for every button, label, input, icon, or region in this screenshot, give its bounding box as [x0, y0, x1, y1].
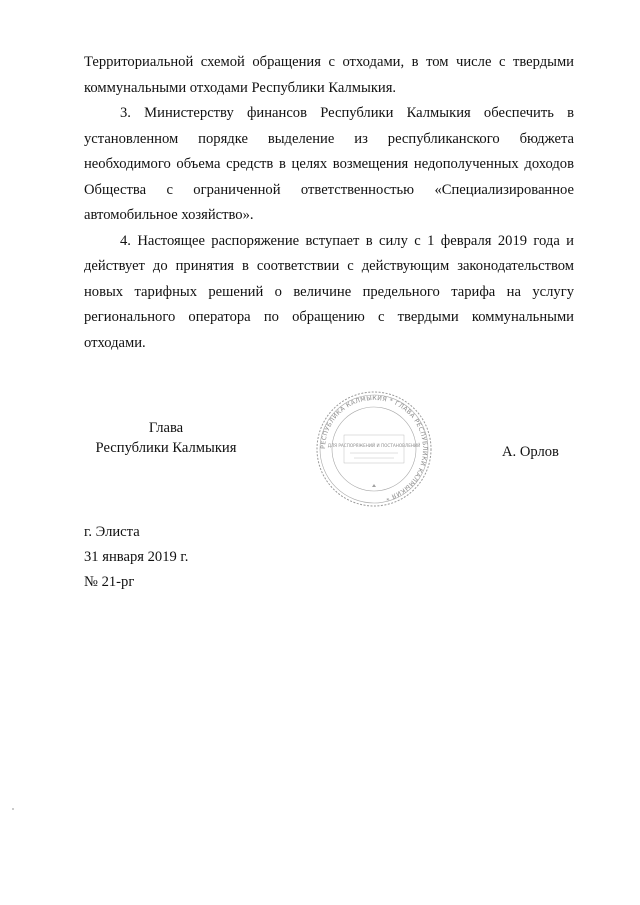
paragraph-item-4: 4. Настоящее распоряжение вступает в силу с 1 февраля 2019 года и действует до принятия в соответствии с действующим законодательством новых тарифных решений о величине предельного тарифа на услугу регионального оператора по обращению с твердыми коммунальными отходами. [84, 232, 574, 351]
official-seal [314, 389, 434, 509]
issue-place: г. Элиста [84, 524, 140, 540]
scan-speck [12, 808, 14, 810]
signatory-title-line2: Республики Калмыкия [95, 440, 237, 456]
document-body [84, 50, 574, 356]
issue-number: № 21-рг [84, 574, 135, 590]
paragraph-continuation: Территориальной схемой обращения с отходами, в том числе с твердыми коммунальными отходами Республики Калмыкия. [84, 54, 574, 96]
seal-center-text: ДЛЯ РАСПОРЯЖЕНИЙ И ПОСТАНОВЛЕНИЙ [327, 443, 421, 448]
seal-ring-text: РЕСПУБЛИКА КАЛМЫКИЯ * ГЛАВА РЕСПУБЛИКИ КАЛМЫКИЯ * [319, 394, 429, 502]
signatory-title-line1: Глава [148, 420, 184, 436]
paragraph-item-3: 3. Министерству финансов Республики Калмыкия обеспечить в установленном порядке выделение из республиканского бюджета необходимого объема средств в целях возмещения недополученных доходов Общества с ограниченной ответственностью «Специализированное автомобильное хозяйство». [84, 105, 574, 223]
issue-date: 31 января 2019 г. [84, 549, 189, 565]
issue-details [84, 520, 188, 595]
signatory-name: А. Орлов [502, 444, 559, 460]
signatory-title [86, 418, 246, 458]
